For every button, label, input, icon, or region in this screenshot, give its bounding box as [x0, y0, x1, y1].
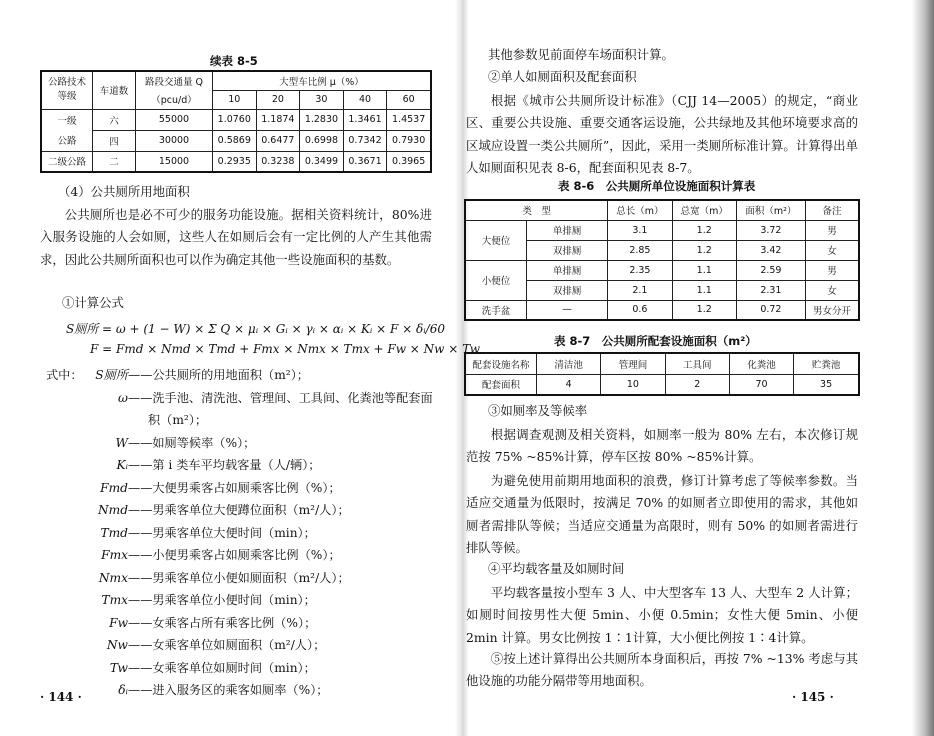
definition-item: Kᵢ——第 i 类车平均载客量（人/辆）； [116, 458, 321, 472]
section-heading: （4）公共厕所用地面积 [58, 184, 190, 199]
table-8-7 [464, 352, 860, 396]
grade-cell: 公路 [41, 130, 93, 151]
definition-item: δᵢ——进入服务区的乘客如厕率（%）； [118, 683, 329, 697]
value-cell: 0.7930 [387, 130, 431, 151]
group-cell: 洗手盆 [465, 300, 527, 320]
table-8-6-caption: 表 8-6 公共厕所单位设施面积计算表 [558, 179, 756, 193]
body-paragraph: 根据调查观测及相关资料，如厕率一般为 80% 左右，本次修订规范按 75% ~85%计算，停车区按 80% ~85%计算。 [466, 427, 858, 465]
value-cell: 1.0760 [213, 109, 257, 130]
definition-item: Fmd——大便男乘客占如厕乘客比例（%）； [100, 481, 341, 495]
header-cell: 化粪池 [729, 353, 793, 374]
body-line: 其他参数见前面停车场面积计算。 [488, 47, 674, 62]
value-cell: 1.3461 [343, 109, 387, 130]
header-traffic: 路段交通量 Q [136, 71, 213, 90]
value-cell: 1.1 [672, 280, 736, 300]
value-cell: 1.1 [672, 260, 736, 280]
header-cell: 清洁池 [537, 353, 601, 374]
lanes-cell: 六 [93, 109, 136, 130]
right-page [462, 0, 934, 736]
definition-item: Nw——女乘客单位如厕面积（m²/人）； [106, 638, 326, 652]
value-cell: 2.85 [608, 240, 672, 260]
value-cell: 3.72 [736, 220, 805, 240]
subtype-cell: 双排厕 [527, 280, 608, 300]
grade-cell: 二级公路 [41, 151, 93, 172]
table-8-6 [464, 199, 860, 321]
note-cell: 女 [805, 280, 859, 300]
page-number: · 145 · [792, 690, 834, 704]
value-cell: 2.59 [736, 260, 805, 280]
header-cell: 面积（m²） [736, 200, 805, 220]
table-8-5-caption: 续表 8-5 [210, 54, 258, 68]
note-cell: 男女分开 [805, 300, 859, 320]
table-8-5 [40, 70, 432, 173]
lanes-cell: 四 [93, 130, 136, 151]
value-cell: 0.5869 [213, 130, 257, 151]
ratio-40: 40 [343, 90, 387, 109]
page-number: · 144 · [40, 690, 82, 704]
header-cell: 配套设施名称 [465, 353, 537, 374]
group-cell: 大便位 [465, 220, 527, 260]
sub-heading: ②单人如厕面积及配套面积 [488, 69, 637, 84]
value-cell: 4 [537, 374, 601, 395]
value-cell: 0.6477 [256, 130, 300, 151]
note-cell: 女 [805, 240, 859, 260]
subtype-cell: 单排厕 [527, 260, 608, 280]
body-paragraph: 为避免使用前期用地面积的浪费，修订计算考虑了等候率参数。当适应交通量为低限时，按满足 70% 的如厕者立即使用的需求，其他如厕者需排队等候；当适应交通量为高限时，则有 50% 的如厕者需进行排队等候。 [466, 473, 858, 556]
table-8-7-caption: 表 8-7 公共厕所配套设施面积（m²） [554, 334, 757, 348]
subtype-cell: — [527, 300, 608, 320]
ratio-20: 20 [256, 90, 300, 109]
table-row [465, 260, 859, 280]
value-cell: 2 [665, 374, 729, 395]
table-row [465, 220, 859, 240]
ratio-10: 10 [213, 90, 257, 109]
table-row [465, 374, 859, 395]
definition-item: Tw——女乘客单位如厕时间（min）； [109, 661, 316, 675]
header-cell: 贮粪池 [794, 353, 859, 374]
value-cell: 35 [794, 374, 859, 395]
body-paragraph: ⑤按上述计算得出公共厕所本身面积后，再按 7% ~13% 考虑与其他设施的功能分隔带等用地面积。 [466, 651, 858, 689]
sub-heading: ④平均载客量及如厕时间 [488, 561, 625, 576]
value-cell: 0.6998 [300, 130, 344, 151]
definition-item: 积（m²）； [148, 413, 208, 427]
value-cell: 1.2 [672, 300, 736, 320]
lanes-cell: 二 [93, 151, 136, 172]
header-cell: 总长（m） [608, 200, 672, 220]
traffic-cell: 15000 [136, 151, 213, 172]
header-cell: 工具间 [665, 353, 729, 374]
value-cell: 1.2830 [300, 109, 344, 130]
value-cell: 0.2935 [213, 151, 257, 172]
header-grade: 公路技术等级 [41, 71, 93, 109]
value-cell: 70 [729, 374, 793, 395]
body-paragraph: 平均载客量按小型车 3 人、中大型客车 13 人、大型车 2 人计算；如厕时间按男性大便 5min、小便 0.5min；女性大便 5min、小便 2min 计算。男女比例按 1∶1计算，大小便比例按 1∶4计算。 [466, 585, 858, 645]
sub-heading: ③如厕率及等候率 [488, 403, 588, 418]
definition-item: Nmx——男乘客单位小便如厕面积（m²/人）； [98, 571, 350, 585]
note-cell: 男 [805, 260, 859, 280]
definition-item: W——如厕等候率（%）； [115, 436, 256, 450]
definition-item: S厕所——公共厕所的用地面积（m²）； [95, 368, 309, 382]
traffic-cell: 55000 [136, 109, 213, 130]
header-cell: 类 型 [465, 200, 608, 220]
definition-item: Fw——女乘客占所有乘客比例（%）； [109, 616, 317, 630]
value-cell: 1.4537 [387, 109, 431, 130]
value-cell: 10 [601, 374, 665, 395]
group-cell: 小便位 [465, 260, 527, 300]
value-cell: 1.2 [672, 240, 736, 260]
definition-item: ω——洗手池、清洗池、管理间、工具间、化粪池等配套面 [118, 391, 433, 405]
ratio-30: 30 [300, 90, 344, 109]
header-ratio: 大型车比例 μ（%） [213, 71, 432, 90]
definition-item: Fmx——小便男乘客占如厕乘客比例（%）； [101, 548, 341, 562]
definition-item: Tmx——男乘客单位小便时间（min）； [101, 593, 316, 607]
formula-area: S厕所 = ω + (1 − W) × Σ Q × μᵢ × Gᵢ × γᵢ × αᵢ × Kᵢ × F × δᵢ/60 [66, 322, 445, 336]
table-row [41, 109, 431, 130]
value-cell: 0.3671 [343, 151, 387, 172]
grade-cell: 一级 [41, 109, 93, 130]
value-cell: 0.72 [736, 300, 805, 320]
value-cell: 0.3965 [387, 151, 431, 172]
row-label: 配套面积 [465, 374, 537, 395]
subtype-cell: 双排厕 [527, 240, 608, 260]
value-cell: 2.31 [736, 280, 805, 300]
note-cell: 男 [805, 220, 859, 240]
formula-f: F = Fmd × Nmd × Tmd + Fmx × Nmx × Tmx + Fw × Nw × Tw [90, 342, 480, 356]
table-row [465, 300, 859, 320]
header-lanes: 车道数 [93, 71, 136, 109]
traffic-cell: 30000 [136, 130, 213, 151]
body-paragraph: 根据《城市公共厕所设计标准》（CJJ 14—2005）的规定，“商业区、重要公共设施、重要交通客运设施，公共绿地及其他环境要求高的区域应设置一类公共厕所”，因此，采用一类厕所标准计算。计算得出单人如厕面积见表 8-6，配套面积见表 8-7。 [466, 93, 858, 176]
header-cell: 总宽（m） [672, 200, 736, 220]
body-paragraph: 公共厕所也是必不可少的服务功能设施。据相关资料统计，80%进入服务设施的人会如厕，这些人在如厕后会有一定比例的人产生其他需求，因此公共厕所面积也可以作为确定其他一些设施面积的基数。 [40, 207, 432, 267]
value-cell: 0.3499 [300, 151, 344, 172]
value-cell: 0.6 [608, 300, 672, 320]
definition-item: Nmd——男乘客单位大便蹲位面积（m²/人）； [97, 503, 350, 517]
table-row [41, 151, 431, 172]
value-cell: 1.2 [672, 220, 736, 240]
header-traffic-unit: （pcu/d） [136, 90, 213, 109]
value-cell: 2.35 [608, 260, 672, 280]
value-cell: 1.1874 [256, 109, 300, 130]
value-cell: 0.3238 [256, 151, 300, 172]
header-cell: 备注 [805, 200, 859, 220]
value-cell: 0.7342 [343, 130, 387, 151]
sub-heading: ①计算公式 [62, 295, 124, 310]
value-cell: 2.1 [608, 280, 672, 300]
value-cell: 3.42 [736, 240, 805, 260]
ratio-60: 60 [387, 90, 431, 109]
subtype-cell: 单排厕 [527, 220, 608, 240]
header-cell: 管理间 [601, 353, 665, 374]
table-row [41, 130, 431, 151]
definition-item: Tmd——男乘客单位大便时间（min）； [100, 526, 316, 540]
value-cell: 3.1 [608, 220, 672, 240]
where-label: 式中： [46, 368, 83, 382]
